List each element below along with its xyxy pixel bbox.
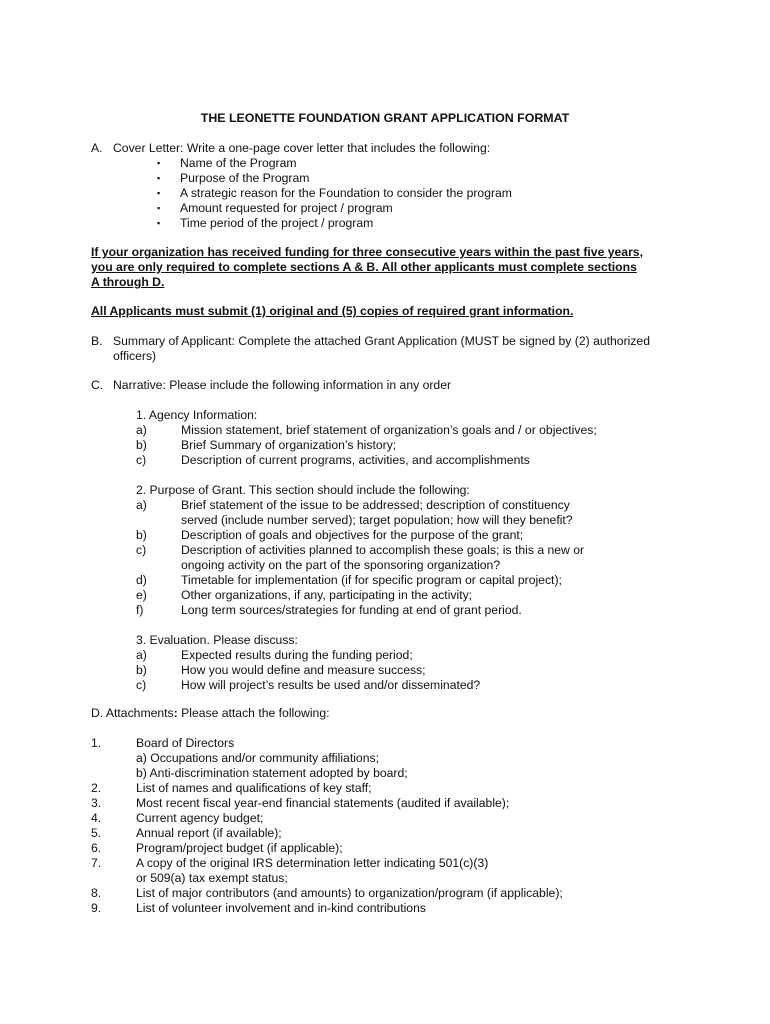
section-d-heading-colon: : xyxy=(173,706,178,720)
section-b-line: Summary of Applicant: Complete the attached Grant Application (MUST be signed by (2) authorized xyxy=(113,334,650,348)
attachment-item-text: or 509(a) tax exempt status; xyxy=(136,871,288,885)
attachment-item-number: 2. xyxy=(91,781,102,795)
attachment-item-text: Most recent fiscal year-end financial statements (audited if available); xyxy=(136,796,510,810)
narrative-item-line xyxy=(91,438,711,453)
cover-letter-bullet-text: Amount requested for project / program xyxy=(180,201,393,215)
cover-letter-bullet-item xyxy=(91,186,711,201)
narrative-groups xyxy=(91,408,711,708)
attachment-item-line xyxy=(91,766,731,781)
narrative-item-line xyxy=(91,588,711,603)
narrative-item-text: Other organizations, if any, participating in the activity; xyxy=(181,588,473,602)
attachment-item-text: a) Occupations and/or community affiliations; xyxy=(136,751,379,765)
section-a-label: A. xyxy=(91,141,103,155)
narrative-item-text: ongoing activity on the part of the sponsoring organization? xyxy=(181,558,501,572)
narrative-item-label: a) xyxy=(136,423,147,437)
attachment-item-number: 3. xyxy=(91,796,102,810)
narrative-item-text: Description of activities planned to accomplish these goals; is this a new or xyxy=(181,543,585,557)
attachment-item-number: 7. xyxy=(91,856,102,870)
narrative-item-label: a) xyxy=(136,498,147,512)
attachment-item-line xyxy=(91,736,731,751)
attachment-item-number: 1. xyxy=(91,736,102,750)
narrative-item-text: How you would define and measure success; xyxy=(181,663,426,677)
cover-letter-bullet-text: A strategic reason for the Foundation to consider the program xyxy=(180,186,512,200)
section-b-label: B. xyxy=(91,334,103,348)
attachment-item-line xyxy=(91,826,731,841)
section-d-heading-row xyxy=(91,706,711,721)
section-c xyxy=(91,378,711,393)
attachment-item-number: 6. xyxy=(91,841,102,855)
attachment-item-text: List of names and qualifications of key staff; xyxy=(136,781,372,795)
narrative-group xyxy=(91,633,711,693)
attachment-item-line xyxy=(91,901,731,916)
narrative-item-label: e) xyxy=(136,588,147,602)
section-b-line: officers) xyxy=(113,349,157,363)
narrative-item-label: c) xyxy=(136,678,147,692)
cover-letter-bullet-text: Purpose of the Program xyxy=(180,171,310,185)
bullet-glyph: ▪ xyxy=(157,218,161,228)
attachment-item-line xyxy=(91,781,731,796)
bullet-glyph: ▪ xyxy=(157,188,161,198)
narrative-item-line xyxy=(91,678,711,693)
narrative-item-line xyxy=(91,543,711,558)
attachment-item-text: List of volunteer involvement and in-kind contributions xyxy=(136,901,426,915)
attachment-item-text: Board of Directors xyxy=(136,736,235,750)
cover-letter-bullet-text: Name of the Program xyxy=(180,156,297,170)
attachments-list xyxy=(91,736,731,916)
narrative-item-label: b) xyxy=(136,663,147,677)
attachment-item-text: A copy of the original IRS determination letter indicating 501(c)(3) xyxy=(136,856,489,870)
narrative-item-label: f) xyxy=(136,603,144,617)
section-c-heading-row xyxy=(91,378,711,393)
section-c-heading: Narrative: Please include the following information in any order xyxy=(113,378,452,392)
bullet-glyph: ▪ xyxy=(157,203,161,213)
narrative-item-line xyxy=(91,453,711,468)
attachment-item-text: Annual report (if available); xyxy=(136,826,282,840)
bullet-glyph: ▪ xyxy=(157,158,161,168)
narrative-item-line xyxy=(91,528,711,543)
narrative-item-text: served (include number served); target population; how will they benefit? xyxy=(181,513,573,527)
section-a-heading: Cover Letter: Write a one-page cover letter that includes the following: xyxy=(113,141,491,155)
narrative-item-label: c) xyxy=(136,453,147,467)
document-title: THE LEONETTE FOUNDATION GRANT APPLICATION FORMAT xyxy=(200,111,570,125)
section-d-heading-text: Attachments xyxy=(105,706,174,720)
attachment-item-line xyxy=(91,841,731,856)
narrative-item-label: d) xyxy=(136,573,147,587)
narrative-item-text: Expected results during the funding period; xyxy=(181,648,413,662)
section-c-label: C. xyxy=(91,378,104,392)
narrative-group-heading: 3. Evaluation. Please discuss: xyxy=(136,633,298,647)
section-d xyxy=(91,706,711,721)
narrative-item-line xyxy=(91,603,711,618)
narrative-item-text: Timetable for implementation (if for specific program or capital project); xyxy=(181,573,562,587)
narrative-item-text: How will project’s results be used and/or disseminated? xyxy=(181,678,481,692)
narrative-item-line xyxy=(91,513,711,528)
narrative-item-label: a) xyxy=(136,648,147,662)
narrative-item-label: c) xyxy=(136,543,147,557)
narrative-item-line xyxy=(91,423,711,438)
cover-letter-bullet-item xyxy=(91,201,711,216)
narrative-item-text: Brief Summary of organization’s history; xyxy=(181,438,397,452)
attachment-item-text: List of major contributors (and amounts) to organization/program (if applicable); xyxy=(136,886,563,900)
attachment-item-text: Current agency budget; xyxy=(136,811,264,825)
cover-letter-bullet-item xyxy=(91,156,711,171)
attachment-item-line xyxy=(91,871,731,886)
funding-notice-line: If your organization has received funding for three consecutive years within the past five years, xyxy=(91,245,643,259)
narrative-group-heading: 1. Agency Information: xyxy=(136,408,258,422)
cover-letter-bullet-text: Time period of the project / program xyxy=(180,216,374,230)
attachment-item-line xyxy=(91,886,731,901)
section-d-label: D. xyxy=(91,706,104,720)
attachment-item-number: 4. xyxy=(91,811,102,825)
funding-notice-line: A through D. xyxy=(91,275,165,289)
attachment-item-line xyxy=(91,796,731,811)
narrative-item-line xyxy=(91,498,711,513)
narrative-item-text: Brief statement of the issue to be addressed; description of constituency xyxy=(181,498,570,512)
narrative-item-text: Description of current programs, activities, and accomplishments xyxy=(181,453,530,467)
cover-letter-bullet-item xyxy=(91,171,711,186)
copies-notice: All Applicants must submit (1) original and (5) copies of required grant information. xyxy=(91,304,574,318)
attachment-item-line xyxy=(91,811,731,826)
attachment-item-number: 8. xyxy=(91,886,102,900)
cover-letter-bullet-item xyxy=(91,216,711,231)
section-d-heading-rest: Please attach the following: xyxy=(177,706,330,720)
attachment-item-line xyxy=(91,856,731,871)
narrative-group-heading: 2. Purpose of Grant. This section should include the following: xyxy=(136,483,470,497)
narrative-item-label: b) xyxy=(136,528,147,542)
narrative-item-label: b) xyxy=(136,438,147,452)
funding-notice-line: you are only required to complete sections A & B. All other applicants must complete sections xyxy=(91,260,637,274)
narrative-item-line xyxy=(91,663,711,678)
attachment-item-number: 9. xyxy=(91,901,102,915)
attachment-item-line xyxy=(91,751,731,766)
attachment-item-number: 5. xyxy=(91,826,102,840)
narrative-group xyxy=(91,408,711,468)
narrative-item-line xyxy=(91,573,711,588)
funding-notice xyxy=(91,245,731,290)
narrative-item-text: Long term sources/strategies for funding at end of grant period. xyxy=(181,603,522,617)
attachment-item-text: Program/project budget (if applicable); xyxy=(136,841,343,855)
section-a-heading-row xyxy=(91,141,711,156)
section-a xyxy=(91,141,711,231)
narrative-group xyxy=(91,483,711,618)
narrative-item-line xyxy=(91,648,711,663)
narrative-item-line xyxy=(91,558,711,573)
narrative-item-text: Description of goals and objectives for the purpose of the grant; xyxy=(181,528,524,542)
narrative-item-text: Mission statement, brief statement of organization’s goals and / or objectives; xyxy=(181,423,597,437)
bullet-glyph: ▪ xyxy=(157,173,161,183)
cover-letter-bullet-list xyxy=(91,156,711,231)
attachment-item-text: b) Anti-discrimination statement adopted by board; xyxy=(136,766,408,780)
